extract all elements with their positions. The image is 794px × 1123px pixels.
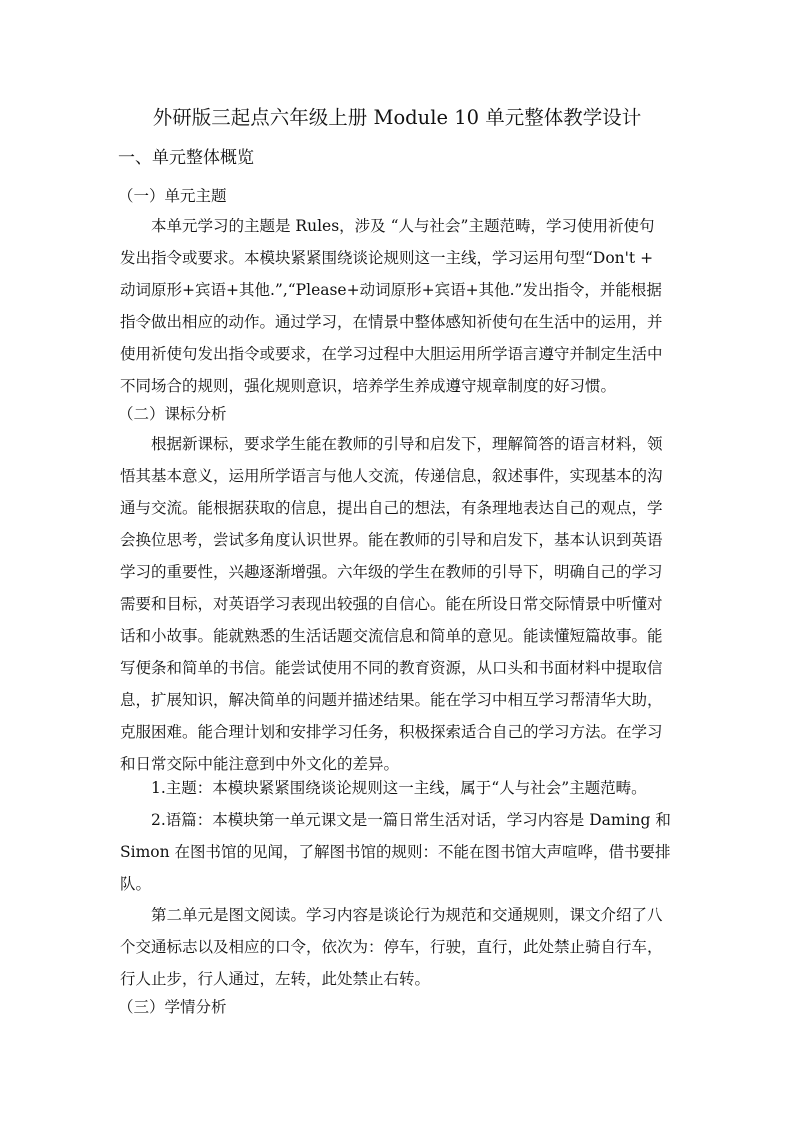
text-line: 队。 [120,875,152,893]
text-line: 通与交流。能根据获取的信息，提出自己的想法，有条理地表达自己的观点，学 [120,499,663,517]
text-line: 个交通标志以及相应的口令，依次为：停车，行驶，直行，此处禁止骑自行车， [120,938,663,956]
paragraph-point-discourse [120,804,678,900]
text-line: 使用祈使句发出指令或要求，在学习过程中大胆运用所学语言遵守并制定生活中 [120,345,663,363]
text-line: 2.语篇：本模块第一单元课文是一篇日常生活对话，学习内容是 Daming 和 [151,811,671,829]
text-line: 根据新课标，要求学生能在教师的引导和启发下，理解简答的语言材料，领 [151,435,663,453]
text-line: 悟其基本意义，运用所学语言与他人交流，传递信息，叙述事件，实现基本的沟 [120,467,663,485]
text-line: 本单元学习的主题是 Rules，涉及 “人与社会”主题范畴，学习使用祈使句 [151,217,655,235]
text-line: 息，扩展知识，解决简单的问题并描述结果。能在学习中相互学习帮清华大助， [120,691,663,709]
text-line: 会换位思考，尝试多角度认识世界。能在教师的引导和启发下，基本认识到英语 [120,531,663,549]
text-line: 1.主题：本模块紧紧围绕谈论规则这一主线，属于“人与社会”主题范畴。 [151,779,647,797]
text-line: 行人止步，行人通过，左转，此处禁止右转。 [120,970,431,988]
text-line: 动词原形+宾语+其他.”,“Please+动词原形+宾语+其他.”发出指令，并能根据 [120,281,662,299]
subsection-heading-curriculum: （二）课标分析 [118,405,227,423]
section-heading-overview: 一、单元整体概览 [118,148,254,168]
text-line: 发出指令或要求。本模块紧紧围绕谈论规则这一主线，学习运用句型“Don't + [120,249,654,267]
text-line: Simon 在图书馆的见闻，了解图书馆的规则：不能在图书馆大声喧哗，借书要排 [120,843,671,861]
text-line: 话和小故事。能就熟悉的生活话题交流信息和简单的意见。能读懂短篇故事。能 [120,627,663,645]
text-line: 学习的重要性，兴趣逐渐增强。六年级的学生在教师的引导下，明确自己的学习 [120,563,663,581]
subsection-heading-theme: （一）单元主题 [118,187,227,205]
document-title: 外研版三起点六年级上册 Module 10 单元整体教学设计 [152,106,642,129]
subsection-heading-learner-analysis: （三）学情分析 [118,998,227,1016]
paragraph-point-theme [120,772,678,804]
text-line: 克服困难。能合理计划和安排学习任务，积极探索适合自己的学习方法。在学习 [120,723,663,741]
text-line: 指令做出相应的动作。通过学习，在情景中整体感知祈使句在生活中的运用，并 [120,313,663,331]
paragraph-curriculum-analysis [120,428,678,780]
text-line: 第二单元是图文阅读。学习内容是谈论行为规范和交通规则，课文介绍了八 [151,906,663,924]
text-line: 需要和目标，对英语学习表现出较强的自信心。能在所设日常交际情景中听懂对 [120,595,663,613]
text-line: 和日常交际中能注意到中外文化的差异。 [120,755,400,773]
text-line: 写便条和简单的书信。能尝试使用不同的教育资源，从口头和书面材料中提取信 [120,659,663,677]
paragraph-unit-two [120,899,678,995]
text-line: 不同场合的规则，强化规则意识，培养学生养成遵守规章制度的好习惯。 [120,377,617,395]
paragraph-unit-theme [120,210,678,402]
